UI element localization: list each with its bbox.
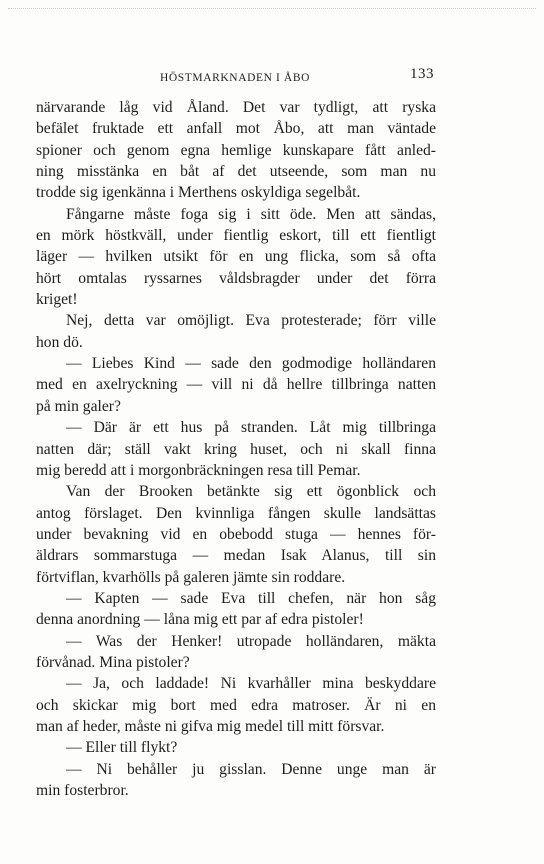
text-line: en mörk höstkväll, under fientlig eskort, till ett fientligt: [36, 227, 436, 245]
page-number: 133: [410, 66, 434, 82]
top-scan-border: [8, 8, 536, 9]
text-line: kriget!: [36, 291, 78, 309]
text-line: under bevakning vid en obebodd stuga — hennes för-: [36, 525, 436, 543]
text-line: min fosterbror.: [36, 782, 129, 799]
text-line: Fångarne måste foga sig i sitt öde. Men att sändas,: [66, 205, 436, 223]
text-line: förvånad. Mina pistoler?: [36, 653, 190, 671]
text-line: ning misstänka en båt af det utseende, som man nu: [36, 163, 436, 181]
text-line: natten där; ställ vakt kring huset, och ni skall finna: [36, 440, 436, 458]
text-line: Van der Brooken betänkte sig ett ögonblick och: [66, 483, 436, 501]
text-line: befälet fruktade ett anfall mot Åbo, att man väntade: [36, 120, 436, 138]
text-line: — Liebes Kind — sade den godmodige holländaren: [66, 355, 436, 373]
text-line: — Ni behåller ju gisslan. Denne unge man är: [66, 760, 436, 778]
text-line: äldrars sommarstuga — medan Isak Alanus, till sin: [36, 547, 436, 565]
text-line: läger — hvilken utsikt för en ung flicka, som så ofta: [36, 248, 436, 266]
text-line: trodde sig igenkänna i Merthens oskyldiga segelbåt.: [36, 184, 361, 202]
text-line: man af heder, måste ni gifva mig medel till mitt försvar.: [36, 717, 385, 735]
text-line: — Was der Henker! utropade holländaren, mäkta: [66, 632, 436, 650]
text-line: mig beredd att i morgonbräckningen resa till Pemar.: [36, 461, 361, 479]
text-line: antog förslaget. Den kvinnliga fången skulle landsättas: [36, 504, 436, 522]
running-header: HÖSTMARKNADEN I ÅBO: [159, 72, 311, 84]
text-line: hört omtalas ryssarnes våldsbragder under det förra: [36, 269, 436, 287]
body-text: [36, 97, 436, 801]
text-line: — Ja, och laddade! Ni kvarhåller mina beskyddare: [66, 675, 436, 693]
text-line: på min galer?: [36, 397, 121, 415]
text-line: förtviflan, kvarhölls på galeren jämte sin roddare.: [36, 568, 346, 586]
text-line: spioner och genom egna hemlige kunskapare fått anled-: [36, 141, 436, 159]
text-line: — Där är ett hus på stranden. Låt mig tillbringa: [66, 419, 436, 437]
text-line: hon dö.: [36, 333, 83, 351]
text-line: och skickar mig bort med edra matroser. Är ni en: [36, 696, 436, 714]
text-line: med en axelryckning — vill ni då hellre tillbringa natten: [36, 376, 436, 394]
text-line: — Eller till flykt?: [66, 739, 178, 757]
text-line: Nej, detta var omöjligt. Eva protesterade; förr ville: [66, 312, 436, 330]
text-line: denna anordning — låna mig ett par af edra pistoler!: [36, 611, 364, 629]
text-line: närvarande låg vid Åland. Det var tydligt, att ryska: [36, 99, 436, 116]
text-line: — Kapten — sade Eva till chefen, när hon såg: [66, 589, 436, 607]
